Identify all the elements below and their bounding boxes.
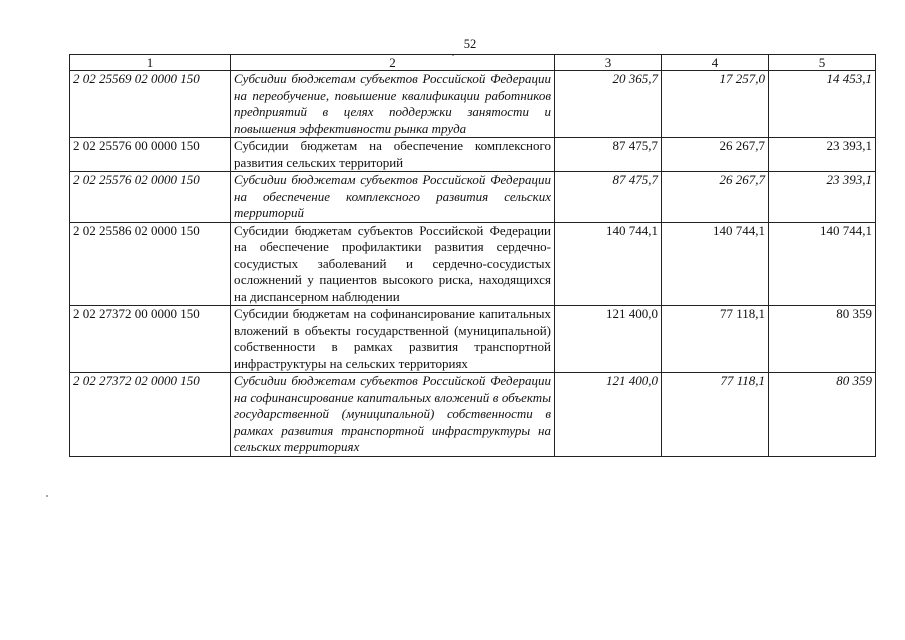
row-value-col5: 23 393,1 [769, 138, 876, 172]
row-value-col5: 23 393,1 [769, 172, 876, 223]
row-description: Субсидии бюджетам на софинансирование капитальных вложений в объекты государственной (муниципальной) собственности в рамках развития транспортной инфраструктуры на сельских территориях [231, 306, 555, 373]
row-description: Субсидии бюджетам на обеспечение комплексного развития сельских территорий [231, 138, 555, 172]
row-code: 2 02 27372 00 0000 150 [70, 306, 231, 373]
row-value-col4: 77 118,1 [662, 306, 769, 373]
row-value-col3: 121 400,0 [555, 373, 662, 457]
row-code: 2 02 25576 00 0000 150 [70, 138, 231, 172]
row-value-col3: 121 400,0 [555, 306, 662, 373]
row-description: Субсидии бюджетам субъектов Российской Федерации на переобучение, повышение квалификации работников предприятий в целях поддержки занятости и повышения эффективности рынка труда [231, 71, 555, 138]
row-description: Субсидии бюджетам субъектов Российской Федерации на обеспечение комплексного развития сельских территорий [231, 172, 555, 223]
row-description: Субсидии бюджетам субъектов Российской Федерации на софинансирование капитальных вложений в объекты государственной (муниципальной) собственности в рамках развития транспортной инфраструктуры на сельских территориях [231, 373, 555, 457]
row-value-col5: 80 359 [769, 306, 876, 373]
row-value-col5: 14 453,1 [769, 71, 876, 138]
row-value-col5: 80 359 [769, 373, 876, 457]
page-number: 52 [463, 37, 477, 51]
header-col-5: 5 [769, 55, 876, 71]
row-value-col4: 17 257,0 [662, 71, 769, 138]
row-value-col4: 77 118,1 [662, 373, 769, 457]
table-row [70, 306, 876, 373]
row-value-col4: 26 267,7 [662, 172, 769, 223]
table-row [70, 222, 876, 306]
table-row [70, 71, 876, 138]
row-description: Субсидии бюджетам субъектов Российской Федерации на обеспечение профилактики развития сердечно-сосудистых заболеваний и сердечно-сосудистых осложнений у пациентов высокого риска, находящихся на диспансерном наблюдении [231, 222, 555, 306]
row-code: 2 02 25576 02 0000 150 [70, 172, 231, 223]
row-value-col3: 20 365,7 [555, 71, 662, 138]
table-row [70, 373, 876, 457]
row-code: 2 02 27372 02 0000 150 [70, 373, 231, 457]
row-value-col3: 87 475,7 [555, 172, 662, 223]
row-value-col4: 26 267,7 [662, 138, 769, 172]
row-code: 2 02 25586 02 0000 150 [70, 222, 231, 306]
header-col-2: 2 [231, 55, 555, 71]
header-col-4: 4 [662, 55, 769, 71]
table-header-row [70, 55, 876, 71]
budget-table [69, 54, 876, 457]
table-row [70, 138, 876, 172]
header-col-1: 1 [70, 55, 231, 71]
row-value-col3: 87 475,7 [555, 138, 662, 172]
row-value-col4: 140 744,1 [662, 222, 769, 306]
row-code: 2 02 25569 02 0000 150 [70, 71, 231, 138]
row-value-col5: 140 744,1 [769, 222, 876, 306]
row-value-col3: 140 744,1 [555, 222, 662, 306]
table-row [70, 172, 876, 223]
header-col-3: 3 [555, 55, 662, 71]
scan-speck [46, 495, 48, 497]
